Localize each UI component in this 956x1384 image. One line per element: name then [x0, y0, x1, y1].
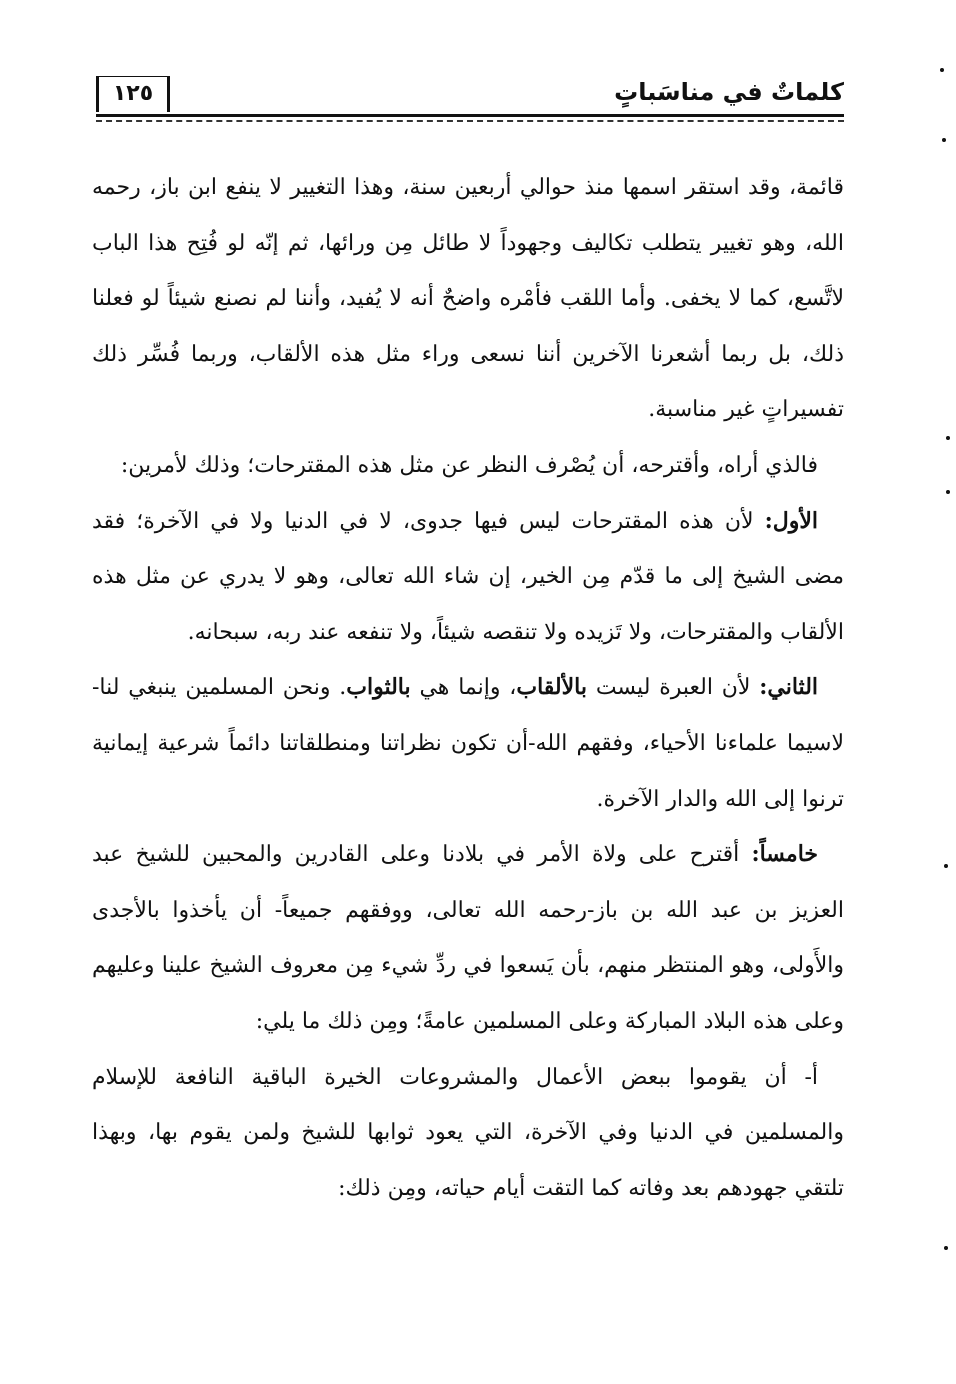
running-title: كلماتٌ في مناسَباتٍ [614, 78, 844, 106]
page-header [96, 74, 844, 124]
margin-dot [942, 138, 946, 142]
margin-dot [944, 864, 948, 868]
header-rule-dashed [96, 120, 844, 122]
paragraph-2: فالذي أراه، وأقترحه، أن يُصْرف النظر عن مثل هذه المقترحات؛ وذلك لأمرين: [120, 452, 818, 478]
margin-dot [946, 490, 950, 494]
second-reason-bold-a: بالألقاب [516, 674, 588, 701]
paragraph-item-a: أ- أن يقوموا ببعض الأعمال والمشروعات الخيرة الباقية النافعة للإسلام والمسلمين في الدنيا وفي الآخرة، التي يعود ثوابها للشيخ ولمن يقوم بها، وبهذا تلتقي جهودهم بعد وفاته كما التقت أيام حياته، ومِن ذلك: [92, 1064, 844, 1201]
paragraph-1: قائمة، وقد استقر اسمها منذ حوالي أربعين سنة، وهذا التغيير لا ينفع ابن باز، رحمه الله، وهو تغيير يتطلب تكاليف وجهوداً لا طائل مِن ورائها، ثم إنّه لو فُتِح هذا الباب لاتَّسع، كما لا يخفى. وأما اللقب فأمْره واضحٌ أنه لا يُفيد، وأننا لم نصنع شيئاً لو فعلنا ذلك، بل ربما أشعرنا الآخرين أننا نسعى وراء مثل هذه الألقاب، وربما فُسِّر ذلك تفسيراتٍ غير مناسبة. [92, 175, 844, 423]
first-reason-heading: الأول: [764, 507, 818, 534]
second-reason-text-c: . ونحن المسلمين ينبغي لنا-لاسيما علماءنا الأحياء، وفقهم الله-أن تكون نظراتنا ومنطلقاتنا دائماً شرعية إيمانية ترنوا إلى الله والدار الآخرة. [92, 675, 844, 812]
second-reason-text-b: ، وإنما هي [419, 675, 517, 701]
paragraph-second-reason [92, 660, 844, 827]
fifth-heading: خامساً: [751, 841, 818, 868]
paragraph-first-reason [92, 494, 844, 661]
fifth-text: أقترح على ولاة الأمر في بلادنا وعلى القادرين والمحبين للشيخ عبد العزيز بن عبد الله بن باز-رحمه الله تعالى، ووفقهم جميعاً- أن يأخذوا بالأجدى والأَولى، وهو المنتظر منهم، بأن يَسعوا في ردِّ شيء مِن معروف الشيخ علينا وعليهم وعلى هذه البلاد المباركة وعلى المسلمين عامةً؛ ومِن ذلك ما يلي: [92, 842, 844, 1034]
margin-dot [944, 1246, 948, 1250]
second-reason-heading: الثاني: [759, 674, 819, 701]
first-reason-text: لأن هذه المقترحات ليس فيها جدوى، لا في الدنيا ولا في الآخرة؛ فقد مضى الشيخ إلى ما قدّم مِن الخير، إن شاء الله تعالى، وهو لا يدري عن مثل هذه الألقاب والمقترحات، ولا تَزيده ولا تنقصه شيئاً، ولا تنفعه عند ربه، سبحانه. [92, 508, 844, 645]
second-reason-bold-b: بالثواب [346, 674, 411, 701]
second-reason-text-a: لأن العبرة ليست [595, 675, 751, 701]
margin-dot [940, 68, 944, 72]
paragraph-fifth [92, 827, 844, 1049]
header-rule [96, 114, 844, 117]
body-text [92, 160, 844, 1216]
page-number: ١٢٥ [96, 76, 170, 112]
margin-dot [946, 436, 950, 440]
